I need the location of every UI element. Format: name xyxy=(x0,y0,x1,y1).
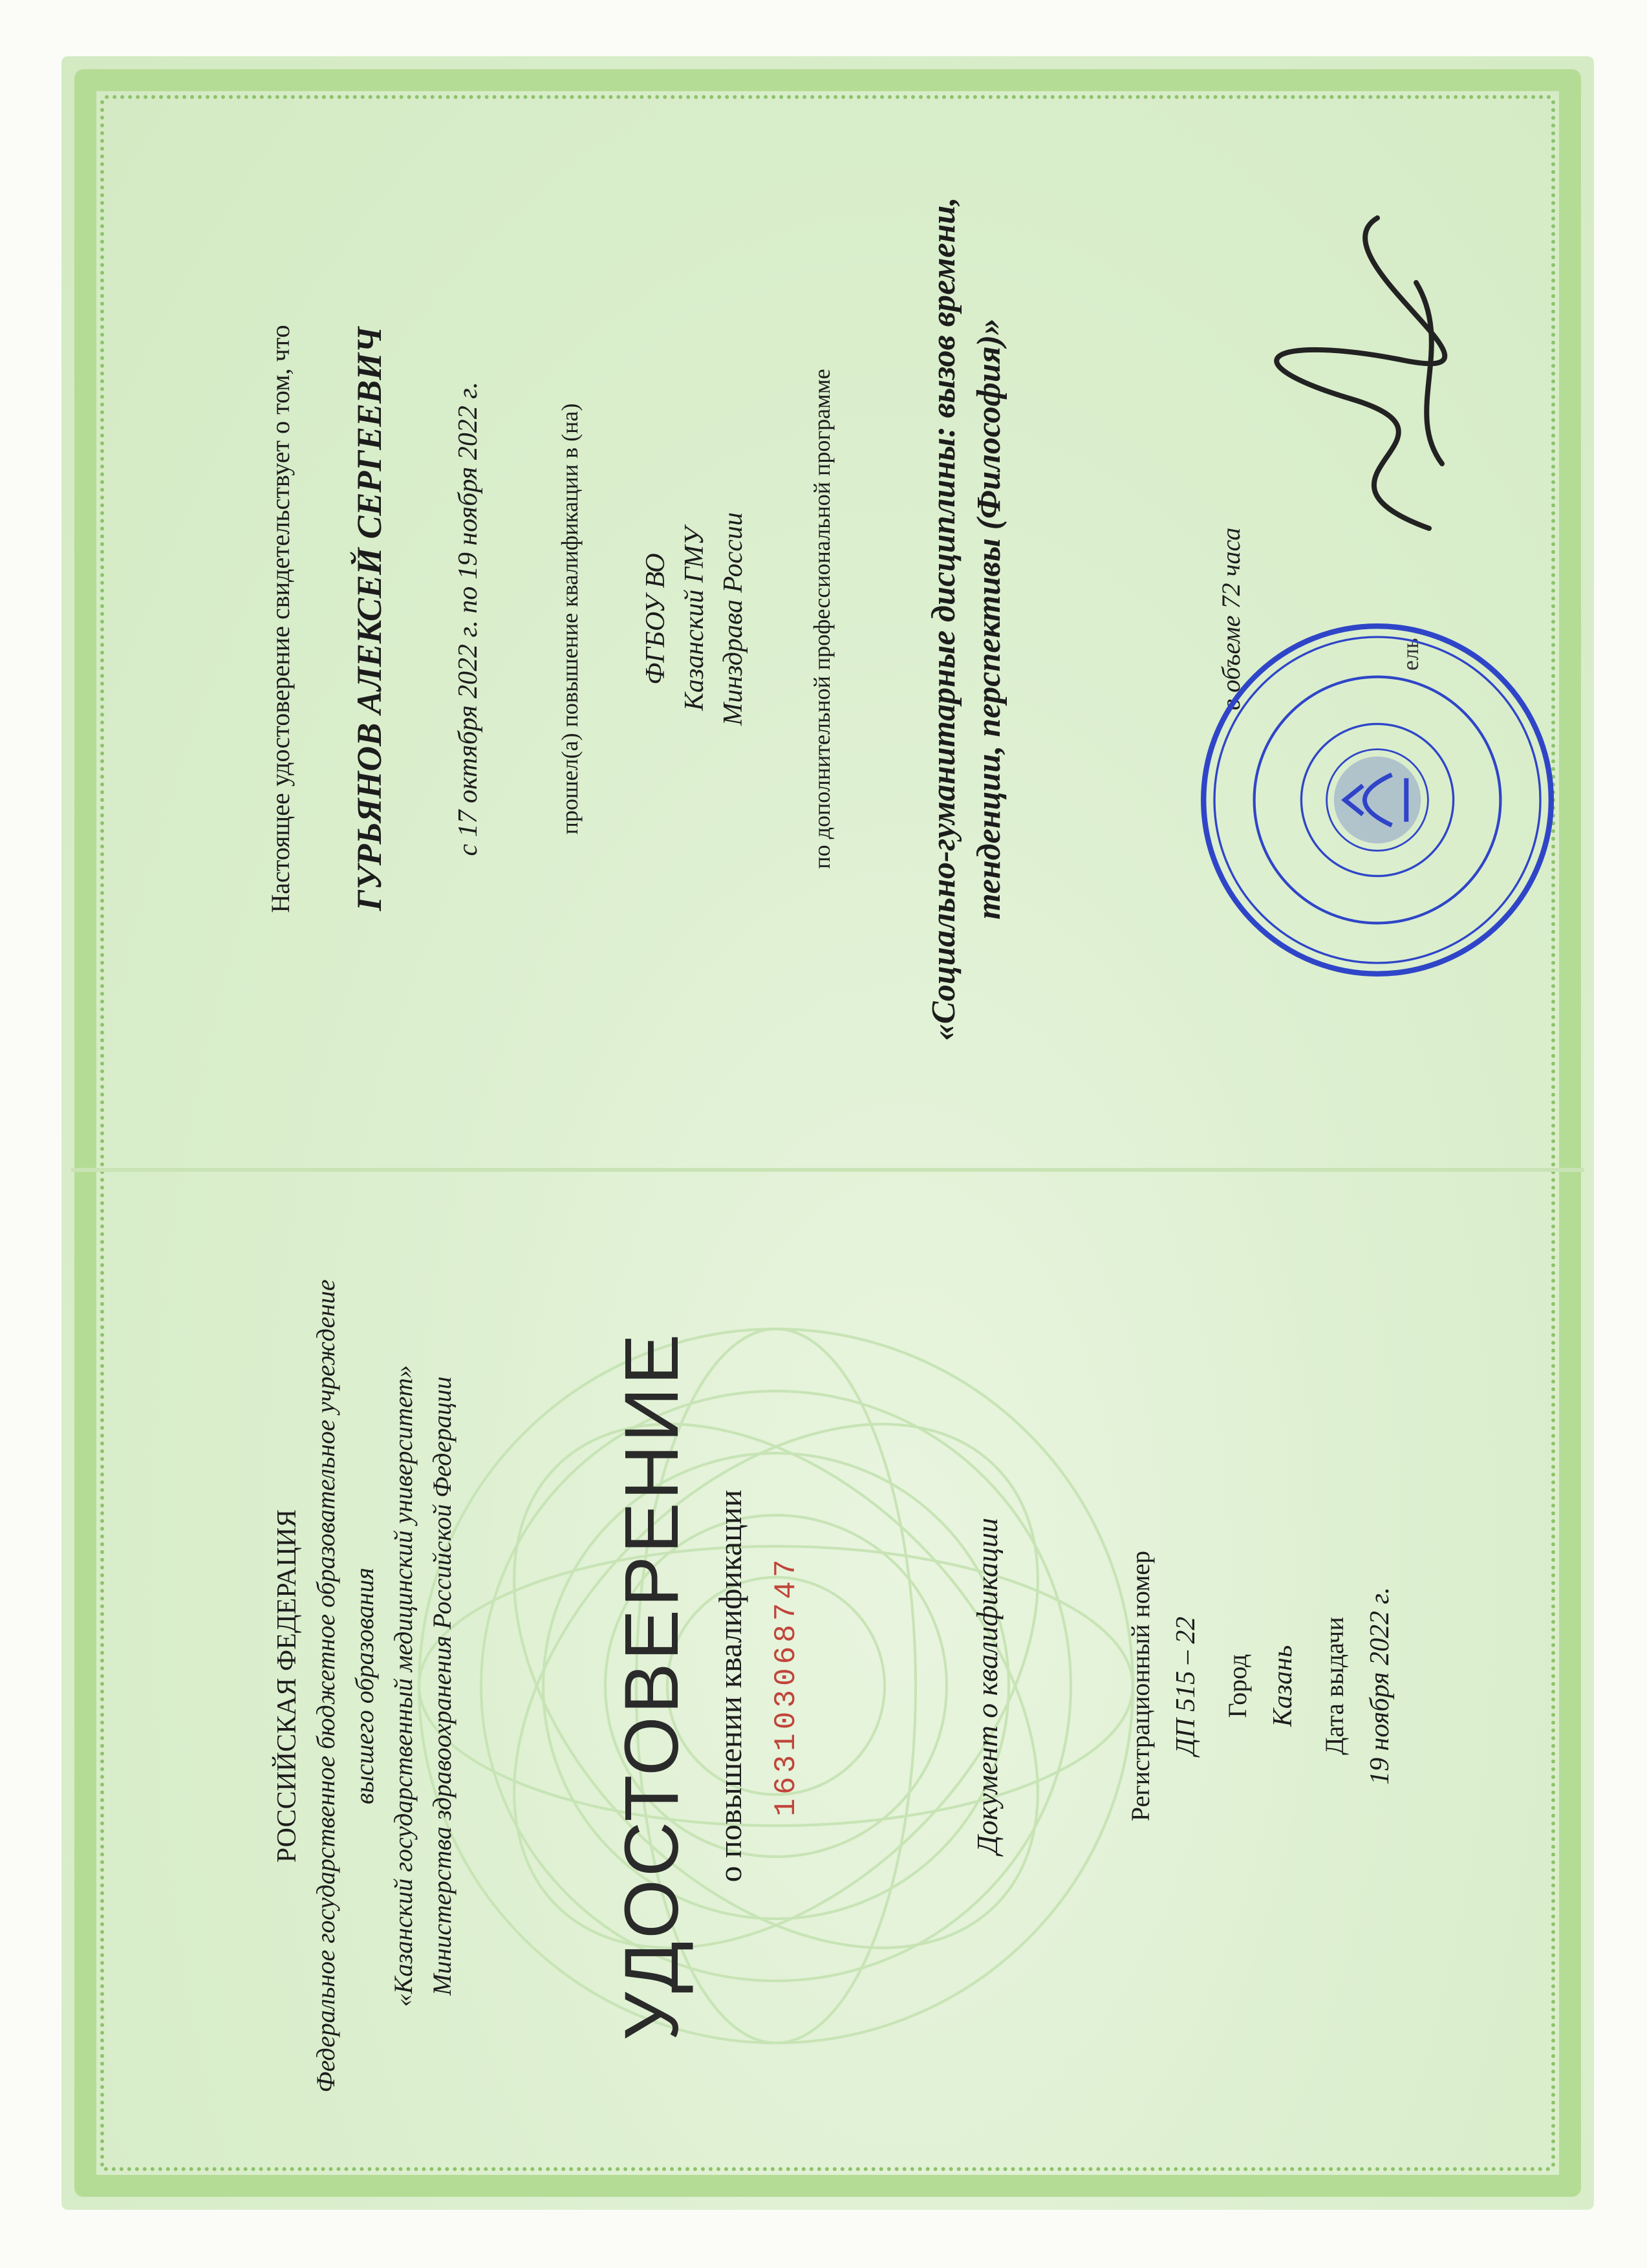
program-title-line-2: тенденции, перспективы (Философия)» xyxy=(971,318,1007,920)
institution-line-2: Казанский ГМУ xyxy=(680,527,709,711)
handwritten-signature xyxy=(1261,192,1494,554)
program-intro: по дополнительной профессиональной программе xyxy=(809,369,835,869)
fold-line xyxy=(71,1168,1584,1172)
university-seal xyxy=(1196,619,1558,981)
issue-date-value: 19 ноября 2022 г. xyxy=(1365,1587,1395,1785)
org-line-3: «Казанский государственный медицинский университет» xyxy=(389,1365,418,2007)
city-label: Город xyxy=(1223,1654,1252,1718)
signature-label: ель xyxy=(1397,638,1423,671)
study-period: с 17 октября 2022 г. по 19 ноября 2022 г. xyxy=(453,382,483,856)
hours-volume: в объеме 72 часа xyxy=(1216,527,1245,711)
issue-date-label: Дата выдачи xyxy=(1320,1617,1349,1755)
recipient-name: ГУРЬЯНОВ АЛЕКСЕЙ СЕРГЕЕВИЧ xyxy=(350,327,389,911)
org-line-2: высшего образования xyxy=(350,1568,379,1804)
document-title: УДОСТОВЕРЕНИЕ xyxy=(609,1331,694,2041)
org-line-4: Министерства здравоохранения Российской Федерации xyxy=(427,1376,457,1996)
intro-text: Настоящее удостоверение свидетельствует о том, что xyxy=(266,325,295,913)
passed-text: прошел(а) повышение квалификации в (на) xyxy=(557,403,583,835)
institution-line-3: Минздрава России xyxy=(718,512,748,726)
city-value: Казань xyxy=(1268,1645,1298,1727)
institution-line-1: ФГБОУ ВО xyxy=(641,553,671,685)
org-line-1: Федеральное государственное бюджетное образовательное учреждение xyxy=(311,1279,340,2093)
document-subtitle: о повышении квалификации xyxy=(712,1489,748,1883)
reg-number-label: Регистрационный номер xyxy=(1126,1550,1155,1822)
reg-number-value: ДП 515 – 22 xyxy=(1171,1616,1201,1756)
document-number: 163103068747 xyxy=(770,1555,803,1817)
document-type: Документ о квалификации xyxy=(971,1517,1004,1855)
country-line: РОССИЙСКАЯ ФЕДЕРАЦИЯ xyxy=(272,1509,302,1863)
program-title-line-1: «Социально-гуманитарные дисциплины: вызов времени, xyxy=(925,197,962,1041)
